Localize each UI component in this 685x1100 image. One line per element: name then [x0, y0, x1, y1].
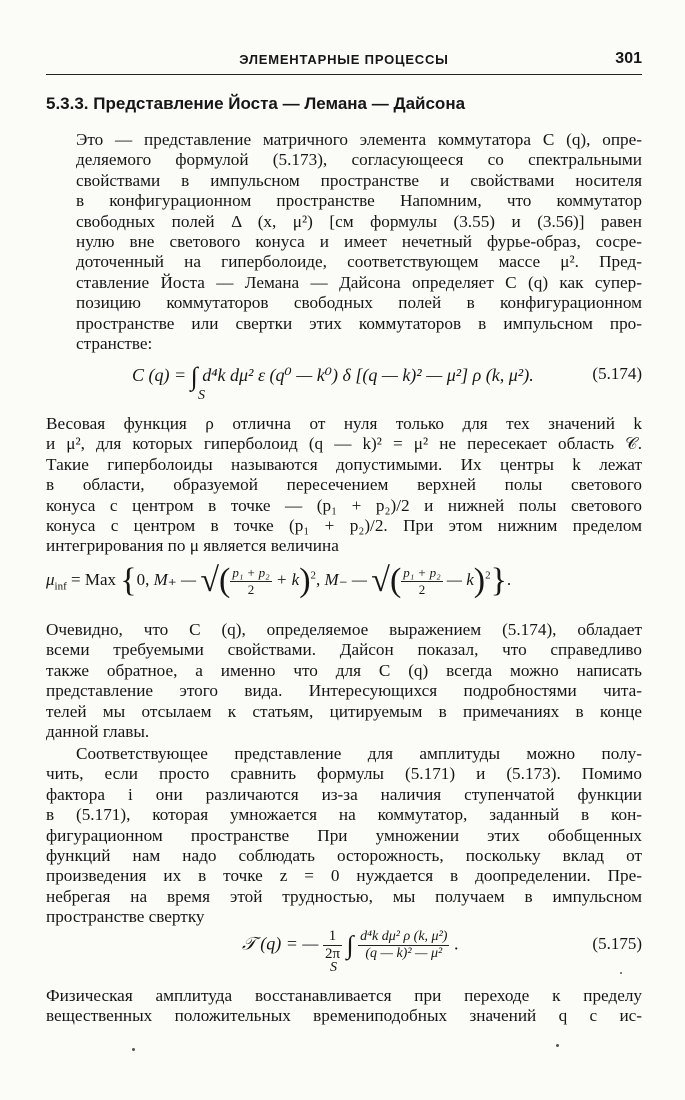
equation-5-174: [46, 362, 642, 412]
text-line: функций нам надо соблюдать осторожность, поскольку вклад от: [46, 846, 642, 866]
sqrt-sign: √: [200, 562, 220, 599]
text-line: деляемого формулой (5.173), согласующееся со спектральными: [76, 150, 642, 170]
fraction: [230, 565, 271, 598]
text-line: нулю вне светового конуса и имеет нечетный фурье-образ, сосре-: [76, 232, 642, 252]
scan-speck: [132, 1048, 135, 1051]
max-operator: = Max: [71, 569, 117, 589]
text-line: фигурационном пространстве При умножении этих обобщенных: [46, 825, 642, 845]
text-line: конуса с центром в точке (p₁ + p₂)/2. При этом нижним пределом: [46, 516, 642, 536]
right-paren: ): [473, 562, 486, 599]
paragraph-2: [46, 414, 642, 557]
exponent: 2: [310, 569, 317, 582]
equation-number: (5.174): [592, 364, 642, 383]
page-number: 301: [615, 50, 642, 67]
fraction-denominator: (q — k)² — μ²: [365, 946, 443, 961]
fraction-numerator: d⁴k dμ² ρ (k, μ²): [360, 929, 448, 944]
text-line: Соответствующее представление для амплитуды можно полу-: [76, 744, 642, 763]
running-title: ЭЛЕМЕНТАРНЫЕ ПРОЦЕССЫ: [239, 52, 449, 67]
text-line: Физическая амплитуда восстанавливается при переходе к пределу: [46, 986, 642, 1005]
fraction-denominator: 2π: [324, 946, 341, 962]
fraction: [401, 565, 442, 598]
text-line: данной главы.: [46, 722, 150, 742]
plus-k: + k: [275, 569, 300, 589]
scan-speck: [556, 1044, 559, 1047]
text-line: позицию коммутаторов свободных полей в конфигурационном: [76, 293, 642, 313]
text-line: и μ², для которых гиперболоид (q — k)² = μ² не пересекает область 𝒞.: [46, 434, 642, 454]
fraction-numerator: p₁ + p₂: [232, 564, 270, 580]
zero-term: 0,: [136, 569, 150, 589]
text-line: доточенный на гиперболоиде, соответствующем массе μ². Пред-: [76, 252, 642, 272]
text-line: всеми требуемыми свойствами. Дайсон показал, что справедливо: [46, 640, 642, 660]
paragraph-4: [46, 744, 642, 928]
fraction-denominator: 2: [247, 581, 255, 597]
paragraph-5: [46, 986, 642, 1027]
integration-domain: S: [198, 388, 205, 403]
mu-subscript: inf: [54, 580, 67, 593]
text-line: Очевидно, что C (q), определяемое выражением (5.174), обладает: [46, 620, 642, 639]
mu-symbol: μ: [46, 569, 55, 589]
text-line: произведения их в точке z = 0 нуждается в доопределении. Пре-: [46, 866, 642, 886]
sqrt-sign: √: [371, 562, 390, 599]
integral-sign: ∫: [346, 930, 354, 960]
text-line: чить, если просто сравнить формулы (5.171) и (5.173). Помимо: [46, 764, 642, 784]
left-paren: (: [389, 562, 402, 599]
fraction-denominator: 2: [418, 581, 426, 597]
text-line: Такие гиперболоиды называются допустимыми. Их центры k лежат: [46, 454, 642, 474]
equation-mu-inf: $\mu_{inf}$ = Max {0, M₊ — √( $\frac{\text{p₁ + p₂}}{2}$ + k)$^2$, M₋ — √( $\frac{\text{p₁ + p₂}}{2}$ — k)$^2$}.: [46, 562, 512, 599]
text-line: вещественных положительных времениподобных значений q с ис-: [46, 1006, 642, 1026]
integral-sign: ∫: [190, 362, 198, 391]
text-line: интегрирования по μ является величина: [46, 536, 339, 556]
text-line: в (5.171), которая умножается на коммутатор, заданный в кон-: [46, 805, 642, 825]
text-line: представление этого вида. Интересующихся подробностями чита-: [46, 681, 642, 701]
text-line: Весовая функция ρ отлична от нуля только для тех значений k: [46, 414, 642, 433]
left-brace: {: [120, 562, 137, 599]
exponent: 2: [485, 569, 491, 582]
text-line: также обратное, а именно что для C (q) всегда можно написать: [46, 660, 642, 680]
text-line: конуса с центром в точке — (p₁ + p₂)/2 и нижней полы светового: [46, 495, 642, 515]
paragraph-1: [46, 130, 642, 354]
minus-k: — k: [446, 569, 474, 589]
fraction-numerator: p₁ + p₂: [403, 564, 441, 580]
text-line: свойствами в импульсном пространстве и свойствами носителя: [76, 170, 642, 190]
scan-speck: [620, 972, 622, 974]
text-line: фактора i они различаются из-за наличия ступенчатой функции: [46, 784, 642, 804]
text-line: телей мы отсылаем к статьям, цитируемым в примечаниях в конце: [46, 701, 642, 721]
paragraph-3: [46, 620, 642, 742]
right-paren: ): [299, 562, 311, 599]
equation-lhs: 𝒯 (q) = —: [242, 933, 319, 954]
text-line: свободных полей Δ (x, μ²) [см формулы (3.55) и (3.56)] равен: [76, 211, 642, 231]
section-heading: 5.3.3. Представление Йоста — Лемана — Дайсона: [46, 94, 466, 113]
text-line: странстве:: [76, 334, 153, 354]
equation-lhs: C (q) =: [132, 365, 187, 385]
text-line: в конфигурационном пространстве Напомним, что коммутатор: [76, 191, 642, 211]
text-line: в области, образуемой пересечением верхней полы светового: [46, 475, 642, 495]
equation-number: (5.175): [592, 934, 642, 953]
fraction: [323, 928, 342, 963]
equation-5-175: 𝒯 (q) = — $\frac{1}{2\pi}$ ∫ $\frac{\text{d⁴k dμ² ρ (k, μ²)}}{\text{(q — k)² — μ²}}$ . S (5.175): [242, 928, 642, 975]
right-brace: }: [490, 562, 507, 599]
fraction: [358, 929, 449, 962]
left-paren: (: [219, 562, 231, 599]
page-header: [46, 52, 642, 75]
fraction-numerator: 1: [323, 928, 342, 946]
text-line: ставление Йоста — Лемана — Дайсона определяет C (q) как супер-: [76, 272, 642, 292]
equation-integrand: d⁴k dμ² ε (q⁰ — k⁰) δ [(q — k)² — μ²] ρ (k, μ²).: [202, 365, 534, 385]
m-minus: M₋ —: [324, 569, 368, 589]
integration-domain: S: [330, 960, 337, 975]
text-line: пространстве свертку: [46, 907, 205, 927]
text-line: Это — представление матричного элемента коммутатора C (q), опре-: [76, 130, 642, 149]
m-plus: M₊ —: [153, 569, 197, 589]
text-line: пространстве или свертки этих коммутаторов в импульсном про-: [76, 313, 642, 333]
text-line: небрегая на время этой трудностью, мы получаем в импульсном: [46, 886, 642, 906]
